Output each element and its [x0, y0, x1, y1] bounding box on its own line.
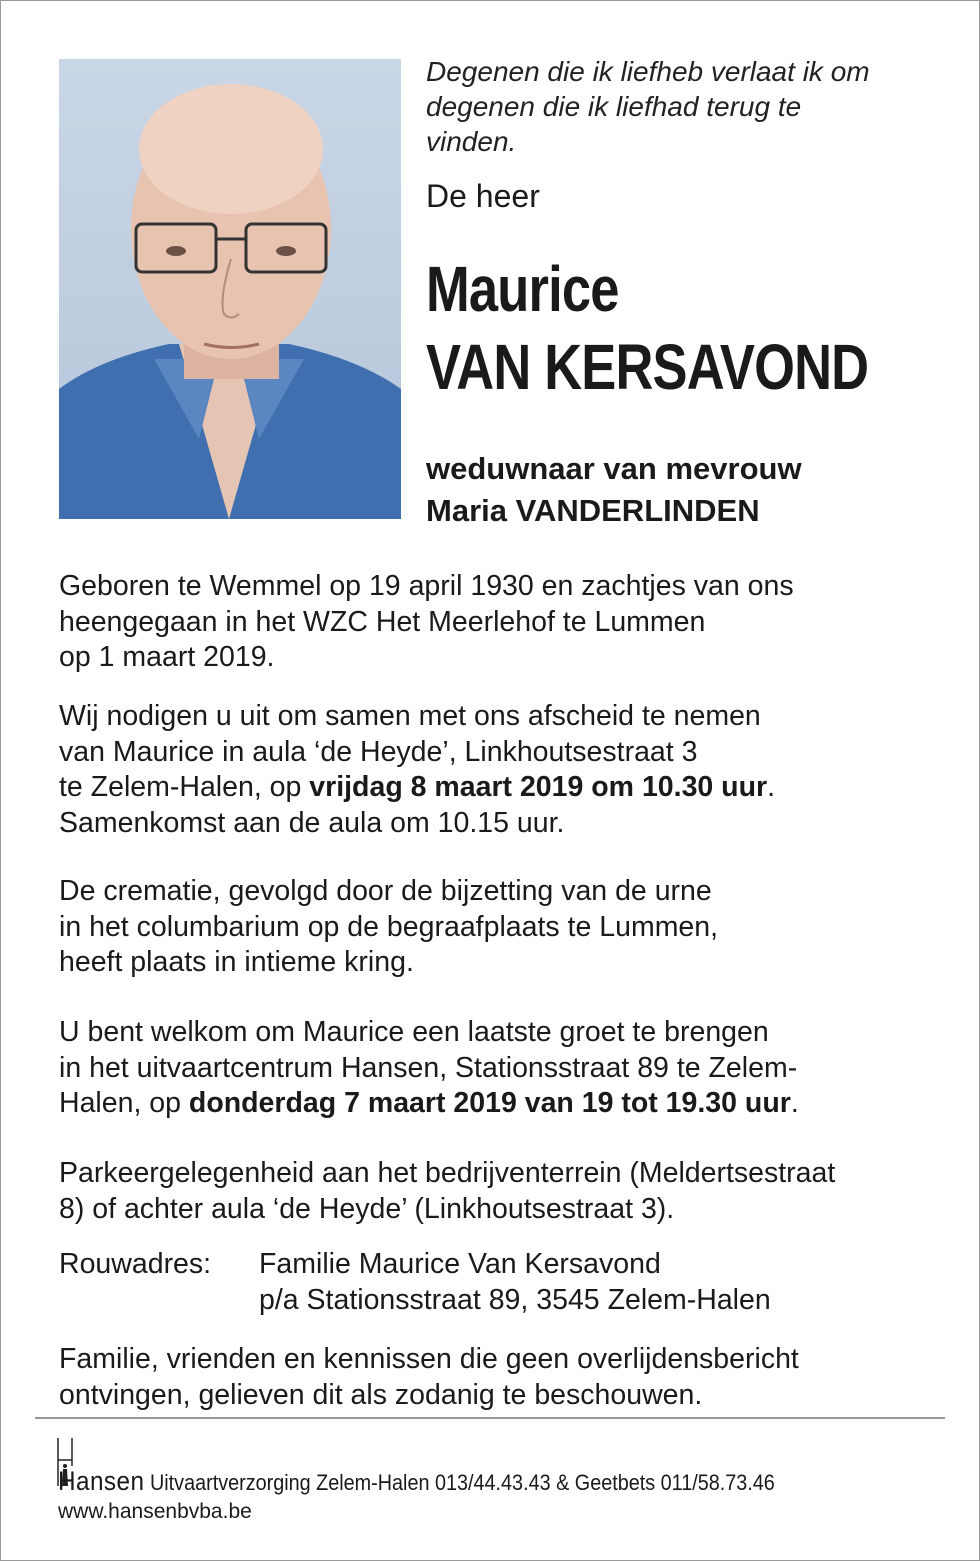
text-line	[59, 770, 775, 806]
address-line: p/a Stationsstraat 89, 3545 Zelem-Halen	[259, 1283, 771, 1316]
text-line: in het uitvaartcentrum Hansen, Stationsstraat 89 te Zelem-	[59, 1051, 798, 1084]
text-line: op 1 maart 2019.	[59, 641, 275, 673]
text-line: van Maurice in aula ‘de Heyde’, Linkhoutsestraat 3	[59, 735, 698, 768]
quote-line: Degenen die ik liefheb verlaat ik om	[426, 56, 870, 87]
text-line: U bent welkom om Maurice een laatste groet te brengen	[59, 1016, 769, 1048]
footer-contact	[58, 1466, 775, 1497]
text: .	[790, 1087, 799, 1119]
footer-text: Uitvaartverzorging Zelem-Halen 013/44.43.43 & Geetbets 011/58.73.46	[149, 1470, 775, 1495]
address-label: Rouwadres:	[59, 1248, 212, 1280]
spouse-info	[426, 448, 802, 532]
website-link[interactable]: www.hansenbvba.be	[58, 1500, 252, 1523]
text-line: Familie, vrienden en kennissen die geen overlijdensbericht	[59, 1343, 799, 1375]
parking-paragraph	[59, 1156, 835, 1227]
logo-wordmark: Hansen	[58, 1466, 145, 1496]
honorific: De heer	[426, 178, 540, 214]
spouse-line: weduwnaar van mevrouw	[426, 451, 802, 486]
birth-death-paragraph	[59, 569, 794, 676]
divider	[35, 1417, 945, 1419]
text-line: ontvingen, gelieven dit als zodanig te beschouwen.	[59, 1378, 703, 1411]
visitation-datetime: donderdag 7 maart 2019 van 19 tot 19.30 uur	[188, 1087, 791, 1119]
text-line: heengegaan in het WZC Het Meerlehof te Lummen	[59, 605, 706, 638]
text: Halen, op	[59, 1087, 189, 1119]
closing-paragraph	[59, 1342, 799, 1413]
quote	[426, 54, 946, 159]
first-name: Maurice	[426, 253, 619, 325]
farewell-paragraph	[59, 699, 775, 841]
quote-line: degenen die ik liefhad terug te	[426, 91, 802, 122]
spouse-name: Maria VANDERLINDEN	[426, 493, 760, 528]
visitation-paragraph	[59, 1015, 799, 1122]
ceremony-datetime: vrijdag 8 maart 2019 om 10.30 uur	[309, 771, 768, 803]
cremation-paragraph	[59, 874, 718, 981]
text-line: De crematie, gevolgd door de bijzetting van de urne	[59, 875, 712, 907]
text-line: 8) of achter aula ‘de Heyde’ (Linkhoutsestraat 3).	[59, 1192, 675, 1225]
portrait-photo	[59, 59, 401, 519]
text: .	[767, 771, 776, 803]
mourning-address	[59, 1247, 771, 1318]
text-line: Geboren te Wemmel op 19 april 1930 en zachtjes van ons	[59, 570, 794, 602]
text-line: in het columbarium op de begraafplaats te Lummen,	[59, 910, 719, 943]
last-name: VAN KERSAVOND	[426, 331, 869, 403]
text-line: Wij nodigen u uit om samen met ons afscheid te nemen	[59, 700, 761, 732]
text-line: Samenkomst aan de aula om 10.15 uur.	[59, 806, 565, 839]
text-line	[59, 1086, 799, 1122]
text-line: Parkeergelegenheid aan het bedrijventerrein (Meldertsestraat	[59, 1157, 836, 1189]
address-line: Familie Maurice Van Kersavond	[259, 1248, 661, 1280]
quote-line: vinden.	[426, 126, 517, 157]
text-line: heeft plaats in intieme kring.	[59, 946, 414, 978]
text: te Zelem-Halen, op	[59, 771, 310, 803]
